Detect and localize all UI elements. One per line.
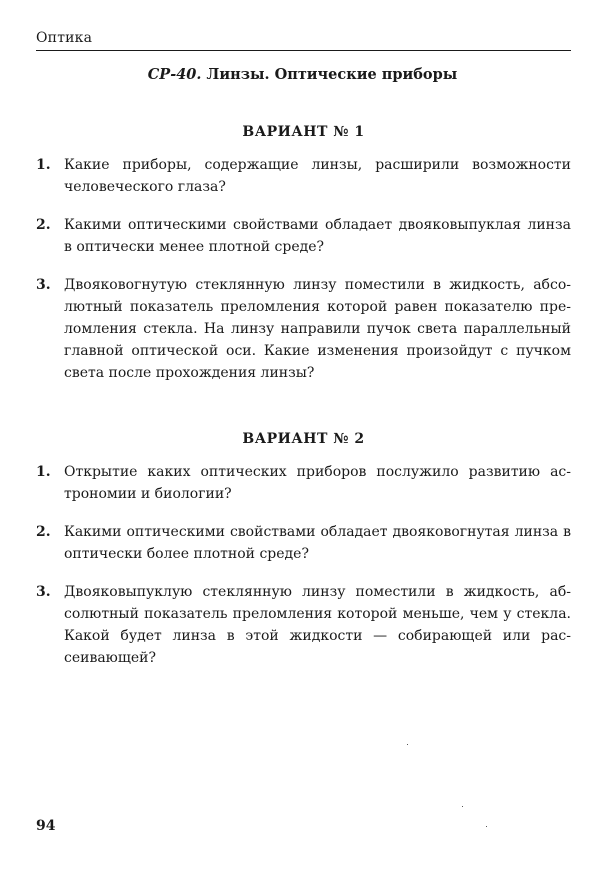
question-number: 1.: [36, 157, 51, 173]
question: [36, 581, 571, 669]
question-text: Какими оптическими свойствами обладает двояковогнутая линза в оптически более плотной среде?: [64, 524, 571, 562]
question: [36, 521, 571, 565]
scan-speck: [462, 806, 463, 807]
work-title: [0, 66, 605, 83]
scan-speck: [486, 826, 487, 827]
question-text: Открытие каких оптических приборов послужило развитию астрономии и биологии?: [64, 464, 571, 502]
question: [36, 274, 571, 384]
scan-speck: [407, 744, 408, 745]
variant-heading: ВАРИАНТ № 2: [242, 431, 365, 447]
running-head-rule: [36, 50, 571, 51]
work-code: СР-40.: [147, 66, 202, 83]
variant-heading: ВАРИАНТ № 1: [242, 124, 365, 140]
question-text: Двояковогнутую стеклянную линзу поместили в жидкость, абсолютный показатель преломления которой равен показателю преломления стекла. На линзу направили пучок света параллельный главной оптической оси. Какие изменения произойдут с пучком света после прохождения линзы?: [64, 277, 571, 381]
question: [36, 461, 571, 505]
running-head: Оптика: [36, 30, 93, 46]
question: [36, 154, 571, 198]
question-number: 3.: [36, 277, 51, 293]
question-number: 2.: [36, 524, 51, 540]
question-number: 2.: [36, 217, 51, 233]
question-text: Двояковыпуклую стеклянную линзу поместили в жидкость, абсолютный показатель преломления которой меньше, чем у стекла. Какой будет линза в этой жидкости — собирающей или рассеивающей?: [64, 584, 571, 666]
question-text: Какие приборы, содержащие линзы, расширили возможности человеческого глаза?: [64, 157, 571, 195]
question-number: 1.: [36, 464, 51, 480]
question-number: 3.: [36, 584, 51, 600]
variant-1: [36, 124, 571, 400]
variant-2: [36, 431, 571, 685]
question: [36, 214, 571, 258]
page-number: 94: [36, 818, 56, 834]
question-text: Какими оптическими свойствами обладает двояковыпуклая линза в оптически менее плотной среде?: [64, 217, 571, 255]
work-title-text: Линзы. Оптические приборы: [201, 66, 458, 83]
